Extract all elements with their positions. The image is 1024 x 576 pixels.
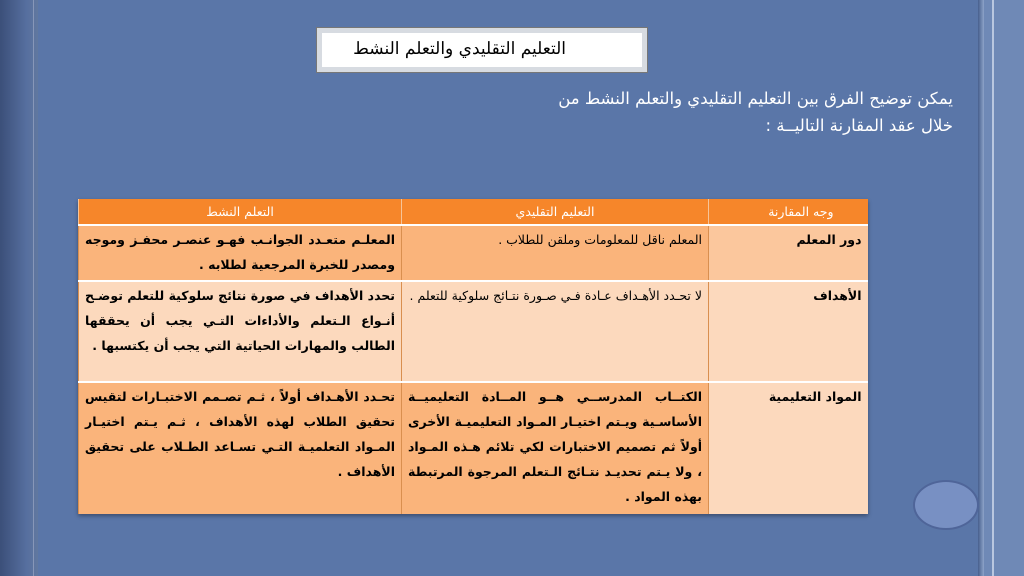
header-active: التعلم النشط [79, 199, 402, 225]
table-header-row [79, 199, 868, 225]
intro-paragraph [433, 85, 953, 139]
left-decorative-rail [0, 0, 38, 576]
row-traditional: لا تحـدد الأهـداف عـادة فـي صـورة نتـائج سلوكية للتعلم . [402, 281, 709, 382]
row-aspect: دور المعلم [709, 225, 868, 281]
table-row [79, 382, 868, 514]
header-traditional: التعليم التقليدي [402, 199, 709, 225]
intro-line-1: يمكن توضيح الفرق بين التعليم التقليدي والتعلم النشط من [558, 89, 953, 108]
right-decorative-rail [980, 0, 1024, 576]
row-aspect: الأهداف [709, 281, 868, 382]
slide-title-box [316, 27, 648, 73]
decorative-circle [913, 480, 979, 530]
header-aspect: وجه المقارنة [709, 199, 868, 225]
comparison-table [78, 199, 868, 514]
row-active: المعلـم متعـدد الجوانـب فهـو عنصـر محفـز وموجه ومصدر للخبرة المرجعية لطلابه . [79, 225, 402, 281]
row-active: تحدد الأهداف في صورة نتائج سلوكية للتعلم توضـح أنـواع الـتعلم والأداءات التـي يجب أن يحققها الطالب والمهارات الحياتية التي يجب أن يكتسبها . [79, 281, 402, 382]
row-traditional: الكتــاب المدرســي هــو المــادة التعليميــة الأساسـية ويـتم اختيـار المـواد التعليميـة الأخرى أولاً ثم تصميم الاختبارات لكي تلائم هـذه المـواد ، ولا يـتم تحديـد نتـائج الـتعلم المرجوة المرتبطة بهذه المواد . [402, 382, 709, 514]
intro-line-2: خلال عقد المقارنة التاليــة : [765, 116, 953, 135]
row-aspect: المواد التعليمية [709, 382, 868, 514]
row-active: تحـدد الأهـداف أولاً ، ثـم تصـمم الاختبـارات لتقيس تحقيق الطلاب لهذه الأهداف ، ثـم يـتم اختيـار المـواد التعلميـة التـي تسـاعد الطـلاب على تحقيق الأهداف . [79, 382, 402, 514]
row-traditional: المعلم ناقل للمعلومات وملقن للطلاب . [402, 225, 709, 281]
table-row [79, 281, 868, 382]
slide-title: التعليم التقليدي والتعلم النشط [322, 33, 642, 67]
table-row [79, 225, 868, 281]
